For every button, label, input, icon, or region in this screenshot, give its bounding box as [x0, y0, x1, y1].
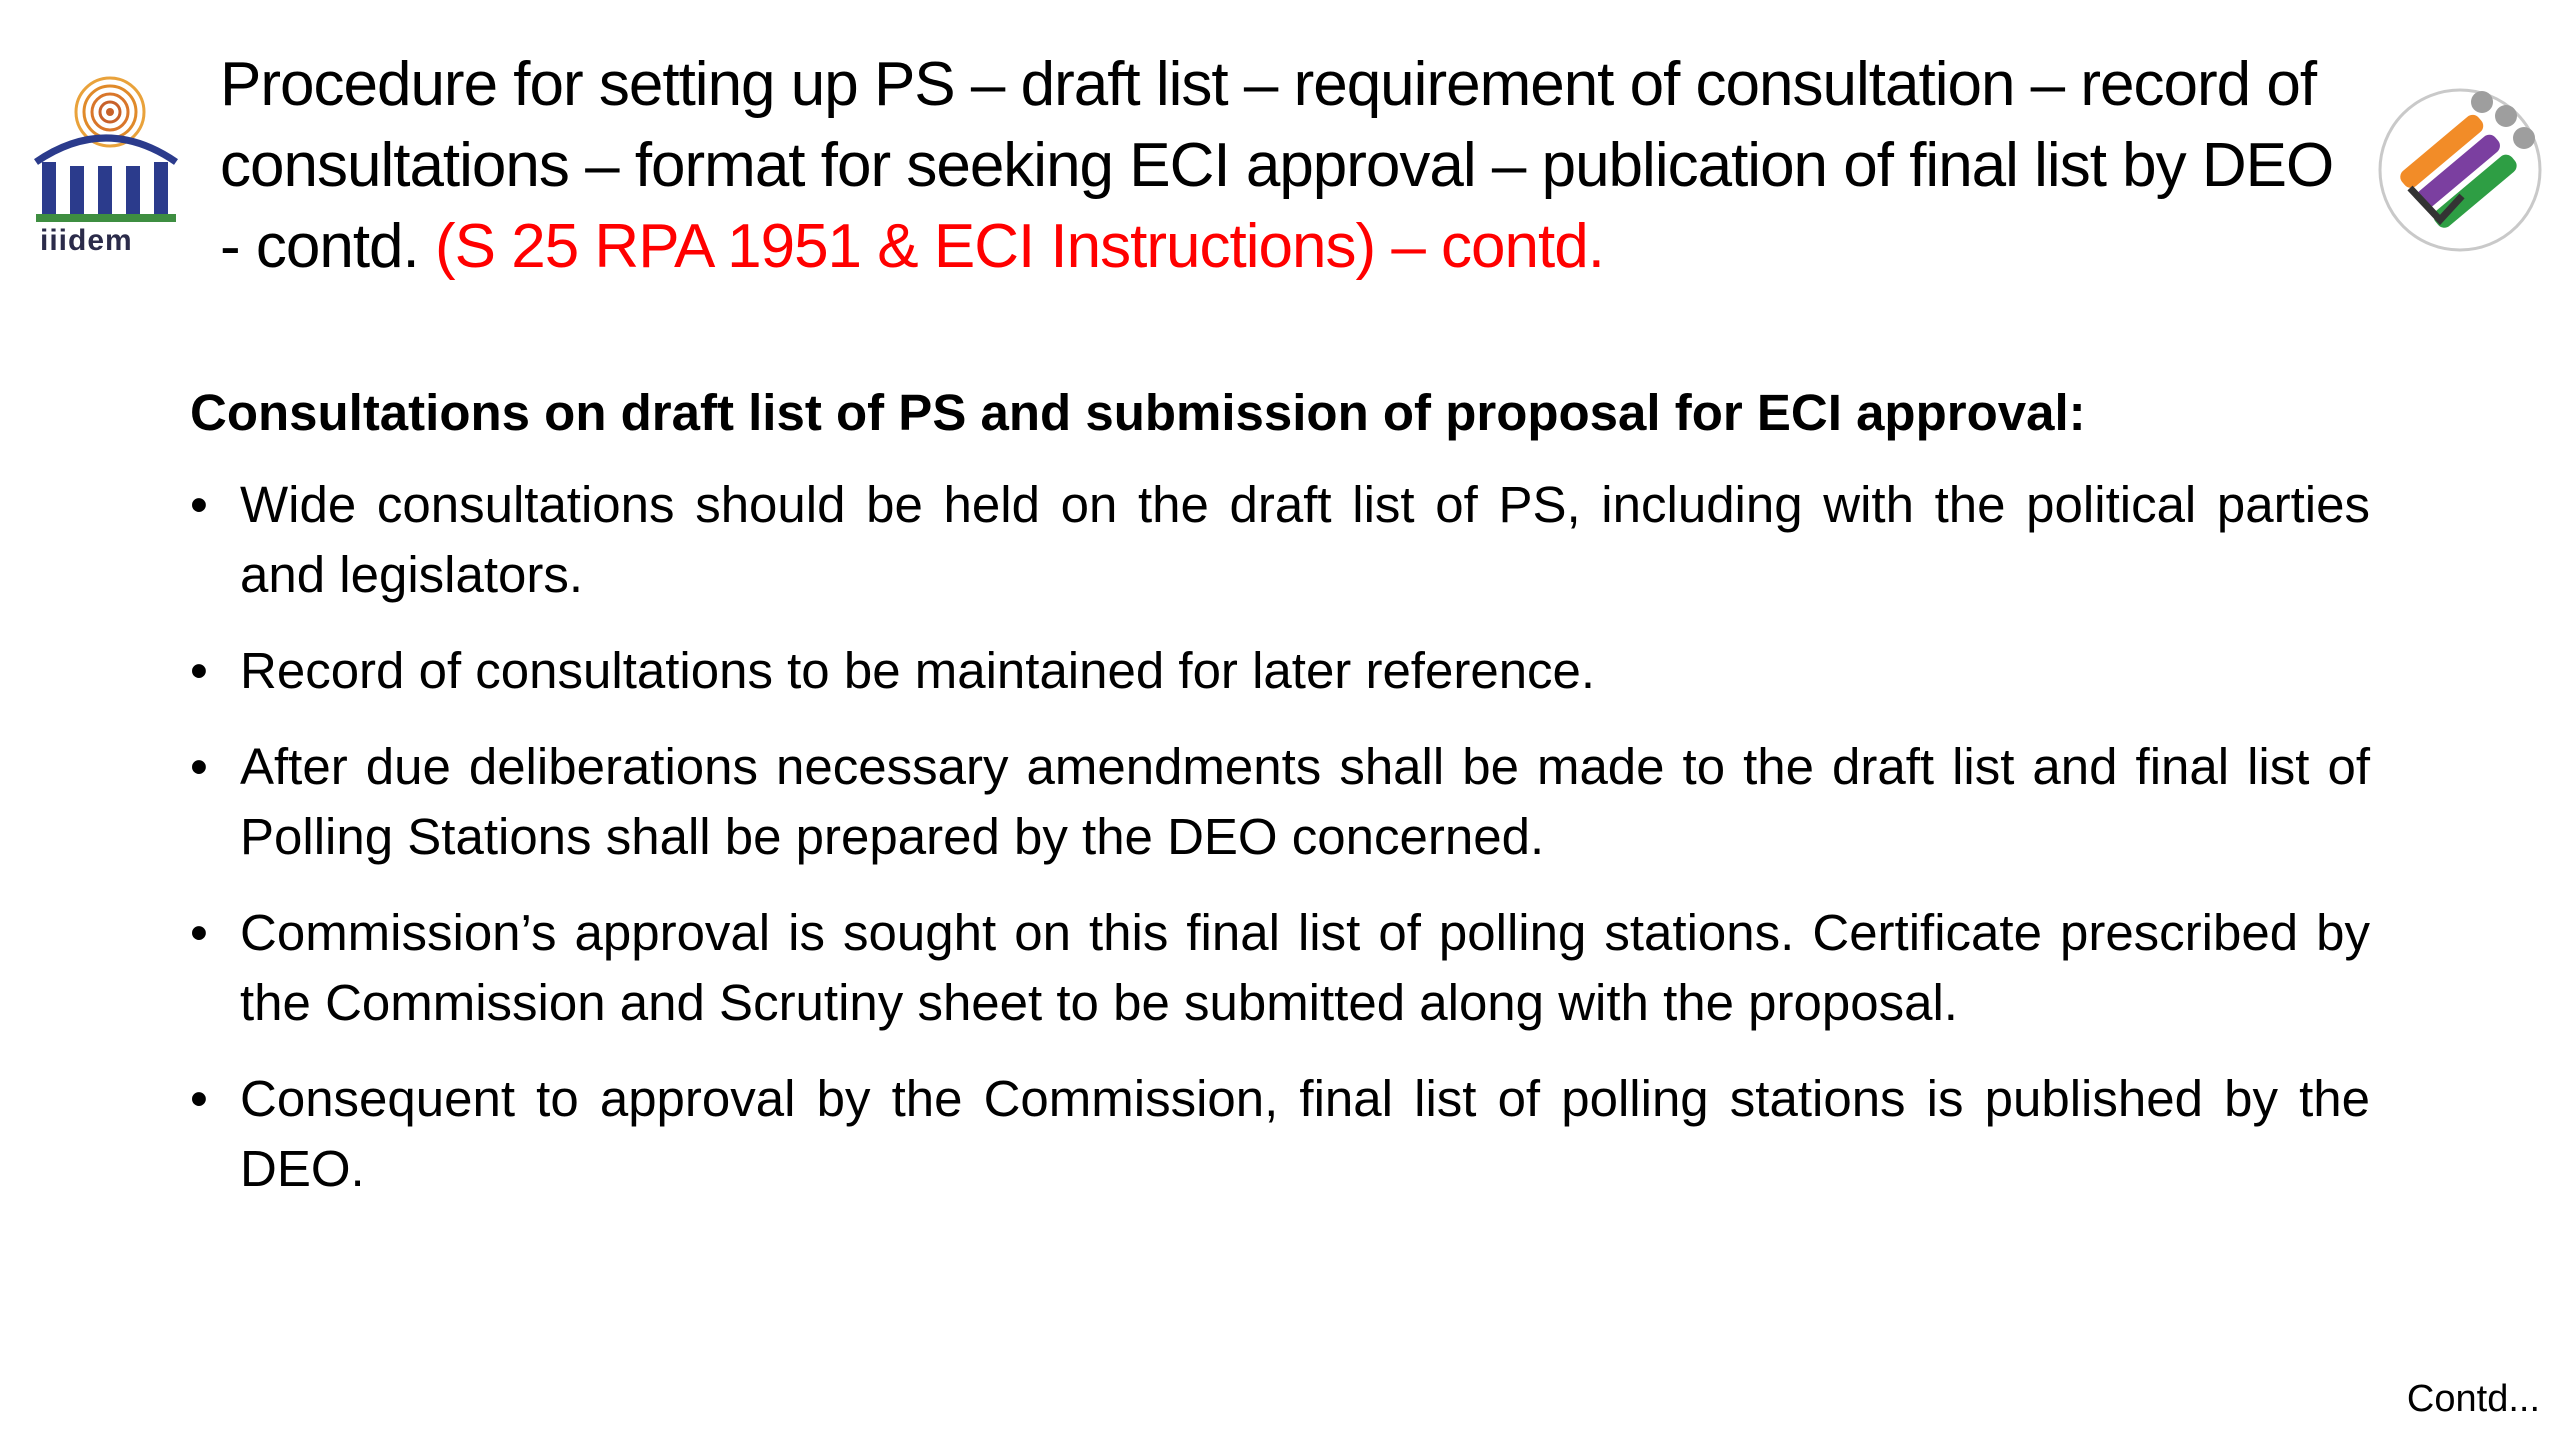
bullet-dot: •: [190, 642, 208, 699]
bullet-text: Record of consultations to be maintained for later reference.: [240, 642, 1596, 699]
bullet-item: [190, 636, 2370, 706]
bullet-item: [190, 1064, 2370, 1204]
eci-logo: [2370, 80, 2550, 260]
bullet-item: [190, 470, 2370, 610]
iiidem-logo-icon: [26, 70, 186, 230]
iiidem-logo-text: iiidem: [40, 224, 133, 257]
iiidem-logo: [26, 70, 186, 270]
eci-logo-icon: [2370, 80, 2550, 260]
bullet-item: [190, 898, 2370, 1038]
bullet-text: Wide consultations should be held on the draft list of PS, including with the political parties and legislators.: [240, 476, 2370, 603]
slide-title: [220, 44, 2350, 287]
contd-label: Contd...: [2406, 1378, 2540, 1420]
bullet-text: After due deliberations necessary amendments shall be made to the draft list and final list of Polling Stations shall be prepared by the DEO concerned.: [240, 738, 2370, 865]
bullet-dot: •: [190, 476, 208, 533]
slide-title-accent: (S 25 RPA 1951 & ECI Instructions) – contd.: [435, 212, 1604, 281]
slide-title-main: Procedure for setting up PS – draft list – requirement of consultation – record of consultations – format for seeking ECI approval – publication of final list by DEO - contd.: [220, 50, 2334, 281]
section-subheading: Consultations on draft list of PS and submission of proposal for ECI approval:: [190, 384, 2086, 441]
bullet-dot: •: [190, 1070, 208, 1127]
bullet-text: Consequent to approval by the Commission, final list of polling stations is published by the DEO.: [240, 1070, 2370, 1197]
bullet-item: [190, 732, 2370, 872]
slide-content: [190, 380, 2370, 1230]
bullet-text: Commission’s approval is sought on this final list of polling stations. Certificate prescribed by the Commission and Scrutiny sheet to be submitted along with the proposal.: [240, 904, 2370, 1031]
bullet-list: [190, 470, 2370, 1204]
bullet-dot: •: [190, 904, 208, 961]
bullet-dot: •: [190, 738, 208, 795]
